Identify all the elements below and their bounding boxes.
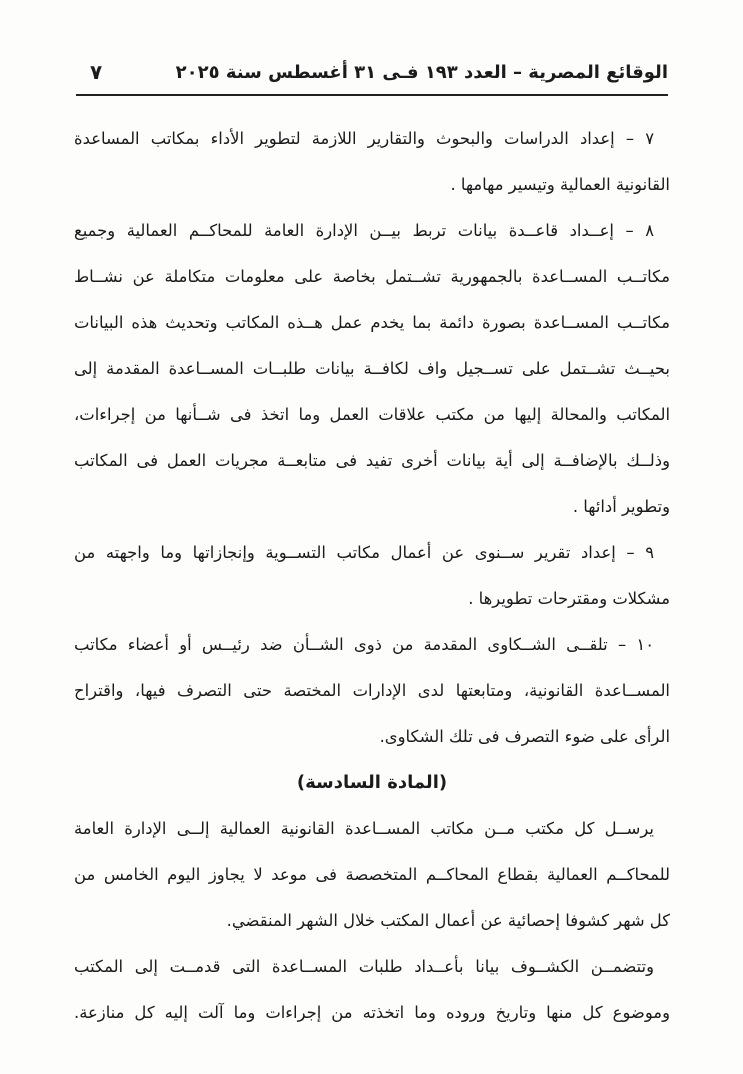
clause-8-line-5: المكاتب والمحالة إليها من مكتب علاقات العمل وما اتخذ فى شــأنها من إجراءات، xyxy=(74,405,670,424)
page-number: ٧ xyxy=(90,60,103,84)
article-6-heading: (المادة السادسة) xyxy=(296,772,448,793)
article-6-para-1-line-1: يرســل كل مكتب مــن مكاتب المســاعدة القانونية العمالية إلــى الإدارة العامة xyxy=(74,819,654,838)
clause-9-line-2: مشكلات ومقترحات تطويرها . xyxy=(468,589,670,608)
body-text xyxy=(74,116,670,1036)
clause-8-line-6: وذلــك بالإضافــة إلى أية بيانات أخرى تفيد فى متابعــة مجريات العمل فى المكاتب xyxy=(74,451,670,470)
clause-10-line-1: ١٠ – تلقــى الشــكاوى المقدمة من ذوى الشــأن ضد رئيــس أو أعضاء مكاتب xyxy=(74,635,654,654)
clause-8-line-1: ٨ – إعــداد قاعــدة بيانات تربط بيــن الإدارة العامة للمحاكــم العمالية وجميع xyxy=(74,221,654,240)
article-6-para-2-line-1: وتتضمــن الكشــوف بيانا بأعــداد طلبات المســاعدة التى قدمــت إلى المكتب xyxy=(74,957,654,976)
clause-7-line-2: القانونية العمالية وتيسير مهامها . xyxy=(450,175,670,194)
clause-8-line-2: مكاتــب المســاعدة بالجمهورية تشــتمل بخاصة على معلومات متكاملة عن نشــاط xyxy=(74,267,670,286)
page-header xyxy=(76,58,668,96)
header-title: الوقائع المصرية – العدد ١٩٣ فـى ٣١ أغسطس سنة ٢٠٢٥ xyxy=(175,62,668,83)
article-6-para-2-line-2: وموضوع كل منها وتاريخ وروده وما اتخذته من إجراءات وما آلت إليه كل منازعة. xyxy=(74,1003,670,1022)
clause-8-line-7: وتطوير أدائها . xyxy=(572,497,670,516)
clause-8-line-3: مكاتــب المســاعدة بصورة دائمة بما يخدم عمل هــذه المكاتب وتحديث هذه البيانات xyxy=(74,313,670,332)
clause-7-line-1: ٧ – إعداد الدراسات والبحوث والتقارير اللازمة لتطوير الأداء بمكاتب المساعدة xyxy=(74,129,654,148)
clause-9-line-1: ٩ – إعداد تقرير ســنوى عن أعمال مكاتب التســوية وإنجازاتها وما واجهته من xyxy=(74,543,654,562)
clause-10-line-2: المســاعدة القانونية، ومتابعتها لدى الإدارات المختصة حتى التصرف فيها، واقتراح xyxy=(74,681,670,700)
article-6-para-1-line-3: كل شهر كشوفا إحصائية عن أعمال المكتب خلال الشهر المنقضي. xyxy=(226,911,670,930)
article-6-para-1-line-2: للمحاكــم العمالية بقطاع المحاكــم المتخصصة فى موعد لا يجاوز اليوم الخامس من xyxy=(74,865,670,884)
clause-10-line-3: الرأى على ضوء التصرف فى تلك الشكاوى. xyxy=(379,727,670,746)
clause-8-line-4: بحيــث تشــتمل على تســجيل واف لكافــة بيانات طلبــات المســاعدة المقدمة إلى xyxy=(74,359,670,378)
